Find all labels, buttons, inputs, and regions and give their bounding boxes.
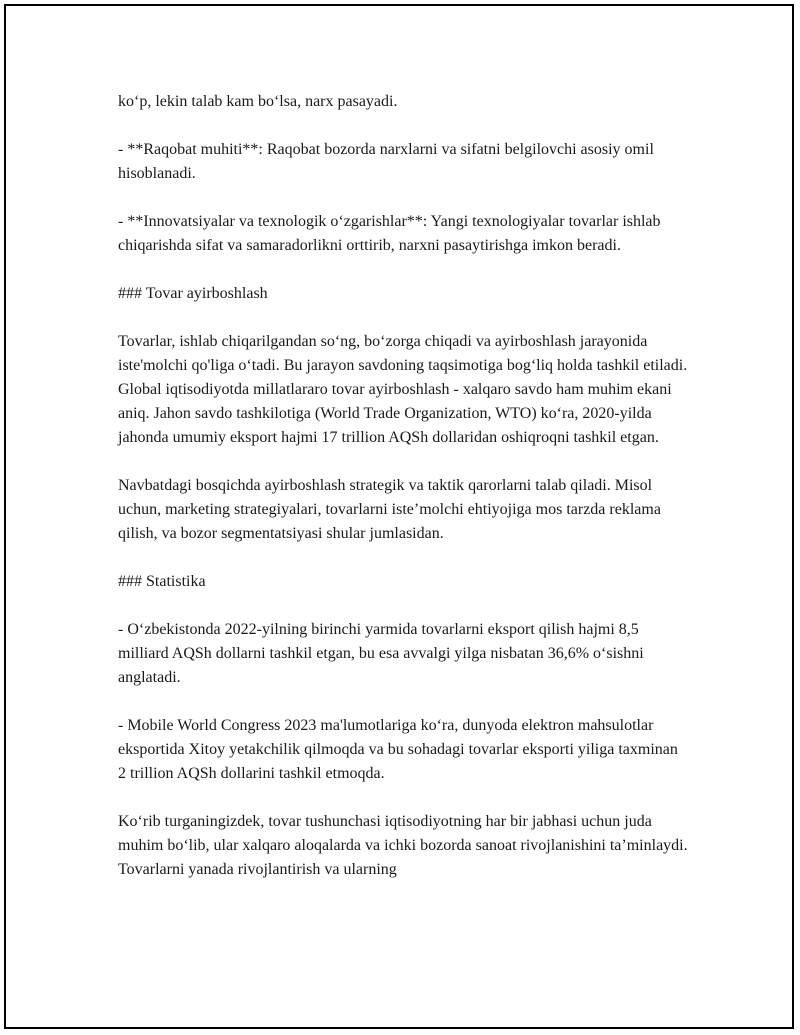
paragraph-strategy: Navbatdagi bosqichda ayirboshlash strategik va taktik qarorlarni talab qiladi. Misol uchun, marketing strategiyalari, tovarlarni iste’molchi ehtiyojiga mos tarzda reklama qilish, va bozor segmentatsiyasi shular jumlasidan.: [118, 477, 661, 542]
paragraph-goods-exchange: Tovarlar, ishlab chiqarilgandan so‘ng, bo‘zorga chiqadi va ayirboshlash jarayonida iste'molchi qo'liga o‘tadi. Bu jarayon savdoning taqsimotiga bog‘liq holda tashkil etiladi. Global iqtisodiyotda millatlararo tovar ayirboshlash - xalqaro savdo ham muhim ekani aniq. Jahon savdo tashkilotiga (World Trade Organization, WTO) ko‘ra, 2020-yilda jahonda umumiy eksport hajmi 17 trillion AQSh dollaridan oshiqroqni tashkil etgan.: [118, 333, 688, 446]
list-item-competition: - **Raqobat muhiti**: Raqobat bozorda narxlarni va sifatni belgilovchi asosiy omil hisoblanadi.: [118, 141, 654, 182]
list-item-mwc-2023: - Mobile World Congress 2023 ma'lumotlariga ko‘ra, dunyoda elektron mahsulotlar eksportida Xitoy yetakchilik qilmoqda va bu sohadagi tovarlar eksporti yiliga taxminan 2 trillion AQSh dollarini tashkil etmoqda.: [118, 717, 678, 782]
document-body: [118, 90, 688, 882]
list-item-innovation: - **Innovatsiyalar va texnologik o‘zgarishlar**: Yangi texnologiyalar tovarlar ishlab chiqarishda sifat va samaradorlikni orttirib, narxni pasaytirishga imkon beradi.: [118, 213, 661, 254]
heading-statistics: ### Statistika: [118, 573, 206, 590]
paragraph-continuation: ko‘p, lekin talab kam bo‘lsa, narx pasayadi.: [118, 93, 398, 110]
paragraph-conclusion: Ko‘rib turganingizdek, tovar tushunchasi iqtisodiyotning har bir jabhasi uchun juda muhim bo‘lib, ular xalqaro aloqalarda va ichki bozorda sanoat rivojlanishini ta’minlaydi. Tovarlarni yanada rivojlantirish va ularning: [118, 813, 688, 878]
heading-goods-exchange: ### Tovar ayirboshlash: [118, 285, 268, 302]
list-item-uzbekistan-export: - O‘zbekistonda 2022-yilning birinchi yarmida tovarlarni eksport qilish hajmi 8,5 milliard AQSh dollarni tashkil etgan, bu esa avvalgi yilga nisbatan 36,6% o‘sishni anglatadi.: [118, 621, 644, 686]
